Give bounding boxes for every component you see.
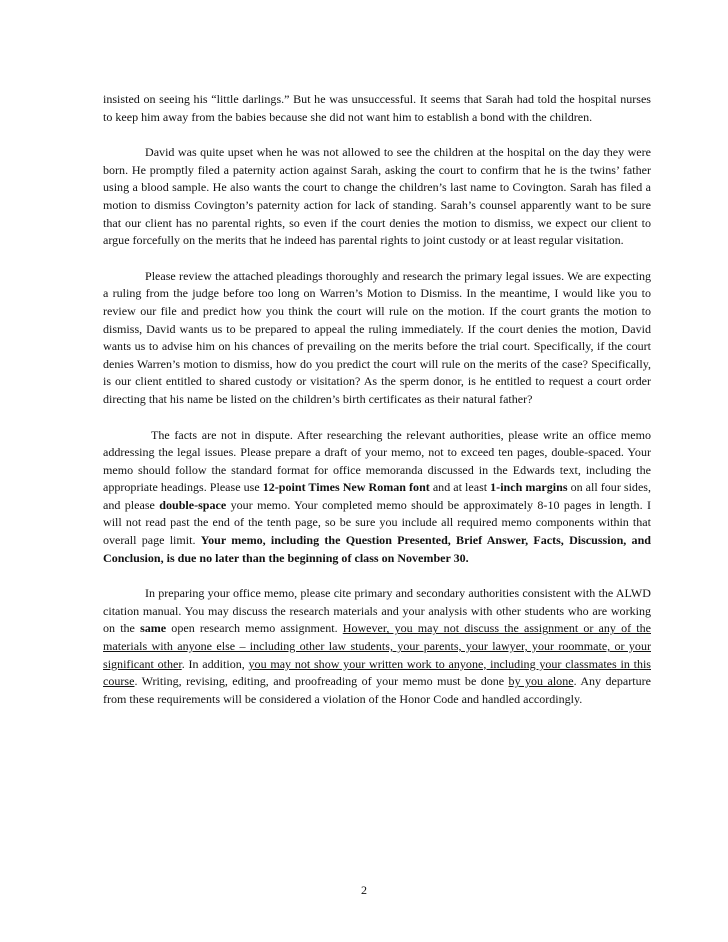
bold-text-run: Your memo, including the Question Presented, Brief Answer, Facts, Discussion, and Conclusion, is due no later than the beginning of class on November 30. bbox=[103, 533, 651, 565]
paragraph-5 bbox=[103, 585, 651, 708]
underlined-text-run: you may not show your written work to anyone, including your classmates in this course bbox=[103, 656, 651, 689]
paragraph-2 bbox=[103, 144, 651, 250]
underlined-text-run: by you alone bbox=[508, 674, 574, 689]
paragraph-4 bbox=[103, 427, 651, 568]
text-run: David was quite upset when he was not allowed to see the children at the hospital on the day they were born. He promptly filed a paternity action against Sarah, asking the court to confirm that he is the twins’ father using a blood sample. He also wants the court to change the children’s last name to Covington. Sarah has filed a motion to dismiss Covington’s paternity action for lack of standing. Sarah’s counsel apparently want to be sure that our client has no parental rights, so even if the court denies the motion to dismiss, we expect our client to argue forcefully on the merits that he indeed has parental rights to joint custody or at least regular visitation. bbox=[103, 145, 651, 248]
bold-text-run: 1-inch margins bbox=[490, 480, 568, 495]
text-run: . In addition, bbox=[181, 656, 249, 671]
text-run: Please review the attached pleadings thoroughly and research the primary legal issues. We are expecting a ruling from the judge before too long on Warren’s Motion to Dismiss. In the meantime, I would like you to review our file and predict how you think the court will rule on the motion. If the court grants the motion to dismiss, David wants us to be prepared to appeal the ruling immediately. If the court denies the motion, David wants us to advise him on his chances of prevailing on the merits before the trial court. Specifically, if the court denies Warren’s motion to dismiss, how do you predict the court will rule on the merits of the case? Specifically, is our client entitled to shared custody or visitation? As the sperm donor, is he entitled to request a court order directing that his name be listed on the children’s birth certificates as their natural father? bbox=[103, 268, 651, 406]
document-body bbox=[103, 91, 651, 726]
text-run: . Writing, revising, editing, and proofreading of your memo must be done bbox=[134, 674, 509, 689]
page-number: 2 bbox=[360, 883, 368, 897]
bold-text-run: 12-point Times New Roman font bbox=[262, 480, 430, 495]
text-run: In preparing your office memo, please cite primary and secondary authorities consistent with the ALWD citation manual. You may discuss the research materials and your analysis with other students who are working on the bbox=[103, 586, 651, 636]
underlined-text-run: However, you may not discuss the assignment or any of the materials with anyone else – including other law students, your parents, your lawyer, your roommate, or your significant other bbox=[103, 621, 651, 671]
bold-text-run: double-space bbox=[159, 497, 227, 512]
text-run: The facts are not in dispute. After researching the relevant authorities, please write an office memo addressing the legal issues. Please prepare a draft of your memo, not to exceed ten pages, double-spaced. Your memo should follow the standard format for office memoranda discussed in the Edwards text, including the appropriate headings. Please use bbox=[103, 427, 651, 495]
text-run: your memo. Your completed memo should be approximately 8-10 pages in length. I will not read past the end of the tenth page, so be sure you include all required memo components within that overall page limit. bbox=[103, 497, 651, 548]
text-run: insisted on seeing his “little darlings.” But he was unsuccessful. It seems that Sarah had told the hospital nurses to keep him away from the babies because she did not want him to establish a bond with the children. bbox=[103, 92, 651, 124]
bold-text-run: same bbox=[140, 621, 167, 636]
paragraph-3 bbox=[103, 268, 651, 409]
paragraph-1 bbox=[103, 91, 651, 126]
text-run: on all four sides, and please bbox=[103, 480, 651, 512]
text-run: and at least bbox=[429, 480, 491, 495]
text-run: open research memo assignment. bbox=[166, 621, 343, 636]
text-run: . Any departure from these requirements will be considered a violation of the Honor Code and handled accordingly. bbox=[103, 674, 651, 706]
